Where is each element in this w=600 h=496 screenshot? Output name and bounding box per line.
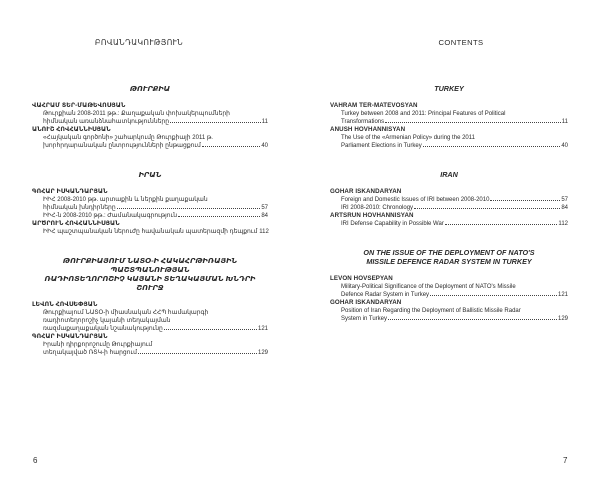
- toc-section: [330, 248, 568, 323]
- toc-row: [32, 118, 268, 126]
- dot-leader: [423, 145, 561, 147]
- author-name: VAHRAM TER-MATEVOSYAN: [330, 102, 418, 109]
- toc-section: [32, 84, 268, 150]
- page-ref: 121: [257, 326, 268, 332]
- toc-entry: [330, 299, 568, 323]
- article-title-line: Military-Political Significance of the Deployment of NATO's Missile: [341, 284, 516, 290]
- right-page: [300, 0, 600, 496]
- toc-entry: [330, 212, 568, 228]
- toc-row-text: IRI Defense Capability in Possible War: [341, 221, 444, 227]
- dot-leader: [430, 294, 557, 296]
- dot-leader: [164, 328, 257, 330]
- section-title-line: ԹՈՒՐՔԻԱՅՈՒՄ ՆԱՏՕ-Ի ՀԱԿԱՀՐԹԻՌԱՅԻՆ ՊԱՇՏՊԱՆՈՒԹՅԱՆ: [62, 256, 238, 274]
- toc-entry: [32, 188, 268, 220]
- right-toc: [330, 84, 568, 343]
- toc-section: [330, 170, 568, 228]
- page-ref: 129: [557, 316, 568, 322]
- toc-row: [330, 220, 568, 228]
- toc-row: [32, 204, 268, 212]
- toc-entry: [330, 188, 568, 212]
- section-title: [330, 248, 568, 266]
- left-page-header: ԲՈՎԱՆԴԱԿՈՒԹՅՈՒՆ: [94, 38, 184, 47]
- toc-row-text: Foreign and Domestic Issues of IRI between 2008-2010: [341, 197, 490, 203]
- article-title-line: The Use of the «Armenian Policy» during the 2011: [341, 135, 475, 141]
- article-title-line: «Հայկական գործոնի» շահարկումը Թուրքիայի 2011 թ.: [43, 135, 213, 141]
- page-ref: 11: [261, 119, 268, 125]
- page-ref: 84: [561, 205, 568, 211]
- author-name: ANUSH HOVHANNISYAN: [330, 126, 406, 133]
- dot-leader: [138, 352, 257, 354]
- toc-section: [32, 256, 268, 357]
- article-title-line: Իրանի դիրքորոշումը Թուրքիայում: [43, 342, 153, 348]
- dot-leader: [445, 223, 558, 225]
- page-ref: 112: [259, 229, 269, 235]
- toc-entry: [330, 126, 568, 150]
- toc-row-text: հիմնական խնդիրները: [43, 205, 116, 211]
- toc-row-text: System in Turkey: [341, 316, 388, 322]
- section-title: [32, 256, 268, 292]
- author-name: LEVON HOVSEPYAN: [330, 275, 393, 282]
- author-name: ԱՐԾՐՈՒՆ ՀՈՎՀԱՆՆԻՍՅԱՆ: [32, 220, 120, 227]
- page-ref: 11: [561, 119, 568, 125]
- page-ref: 112: [558, 221, 568, 227]
- toc-row: [330, 204, 568, 212]
- toc-entry: [32, 126, 268, 150]
- section-title: IRAN: [440, 170, 458, 179]
- toc-entry: [32, 333, 268, 357]
- dot-leader: [490, 199, 560, 201]
- toc-entry: [32, 102, 268, 126]
- toc-entry: [330, 275, 568, 299]
- dot-leader: [202, 145, 260, 147]
- left-page-number: 6: [33, 456, 38, 465]
- page-ref: 84: [261, 213, 268, 219]
- author-name: GOHAR ISKANDARYAN: [330, 299, 402, 306]
- dot-leader: [385, 121, 561, 123]
- section-title-line: ՌԱԴԻՈՏԵՂՈՐՈՇԻՉ ԿԱՅԱՆԻ ՏԵՂԱԿԱՅՄԱՆ ԽՆԴՐԻ ՇՈՒՐՋ: [44, 274, 256, 292]
- article-title-line: Թուրքիան 2008-2011 թթ.: Քաղաքական փոխակերպումների: [43, 111, 230, 117]
- dot-leader: [117, 207, 261, 209]
- author-name: ԼԵՎՈՆ ՀՈՎՍԵՓՅԱՆ: [32, 301, 98, 308]
- toc-row: [330, 196, 568, 204]
- toc-row: [32, 349, 268, 357]
- toc-row: [330, 118, 568, 126]
- page-ref: 40: [561, 143, 568, 149]
- toc-row-text: խորհրդարանական ընտրությունների ընթացքում: [43, 143, 201, 149]
- toc-row-text: ռազմաքաղաքական նշանակությունը: [43, 326, 163, 332]
- toc-row: [330, 291, 568, 299]
- toc-row: [32, 228, 268, 236]
- author-name: ԳՈՀԱՐ ԻՍԿԱՆԴԱՐՅԱՆ: [32, 333, 108, 340]
- author-name: ՎԱՀՐԱՄ ՏԵՐ-ՄԱԹԵՎՈՍՅԱՆ: [32, 102, 126, 109]
- author-name: ԳՈՀԱՐ ԻՍԿԱՆԴԱՐՅԱՆ: [32, 188, 108, 195]
- toc-row: [32, 212, 268, 220]
- author-name: ԱՆՈՒՇ ՀՈՎՀԱՆՆԻՍՅԱՆ: [32, 126, 111, 133]
- section-title-line: MISSILE DEFENCE RADAR SYSTEM IN TURKEY: [366, 257, 532, 266]
- toc-entry: [32, 220, 268, 236]
- toc-row-text: Defence Radar System in Turkey: [341, 292, 430, 298]
- page-ref: 40: [261, 143, 268, 149]
- toc-row: [32, 325, 268, 333]
- toc-section: [330, 84, 568, 150]
- toc-row: [330, 142, 568, 150]
- section-title: ԹՈՒՐՔԻԱ: [129, 84, 171, 93]
- page-ref: 57: [561, 197, 568, 203]
- article-title-line: ռադիոտեղորոշիչ կայանի տեղակայման: [43, 318, 171, 324]
- toc-entry: [330, 102, 568, 126]
- toc-row-text: ԻԻՀ-ն 2008-2010 թթ.: Ժամանակագրություն: [43, 213, 178, 219]
- toc-section: [32, 170, 268, 236]
- toc-row: [32, 142, 268, 150]
- article-title-line: Թուրքիայում ՆԱՏՕ-ի միասնական ՀՀՊ համակարգի: [43, 310, 209, 316]
- dot-leader: [178, 215, 260, 217]
- toc-row-text: հիմնական առանձնահատկությունները: [43, 119, 170, 125]
- toc-entry: [32, 301, 268, 333]
- toc-row-text: ԻԻՀ պաշտպանական ներուժը հավանական պատերազմի դեպքում: [43, 229, 258, 235]
- page-ref: 57: [261, 205, 268, 211]
- toc-row-text: Parliament Elections in Turkey: [341, 143, 422, 149]
- author-name: ARTSRUN HOVHANNISYAN: [330, 212, 414, 219]
- toc-row-text: IRI 2008-2010: Chronology: [341, 205, 414, 211]
- dot-leader: [388, 318, 557, 320]
- section-title: TURKEY: [434, 84, 464, 93]
- article-title-line: Turkey between 2008 and 2011: Principal Features of Political: [341, 111, 506, 117]
- article-title-line: ԻԻՀ 2008-2010 թթ. արտաքին և ներքին քաղաքական: [43, 197, 208, 203]
- page-ref: 121: [557, 292, 568, 298]
- section-title-line: ON THE ISSUE OF THE DEPLOYMENT OF NATO'S: [363, 248, 535, 257]
- dot-leader: [170, 121, 261, 123]
- section-title: ԻՐԱՆ: [138, 170, 162, 179]
- toc-row-text: Transformations: [341, 119, 385, 125]
- toc-row: [330, 315, 568, 323]
- left-toc: [32, 84, 268, 377]
- dot-leader: [414, 207, 560, 209]
- toc-row-text: տեղակայված ՌՏԿ-ի հարցում: [43, 350, 137, 356]
- page-ref: 129: [257, 350, 268, 356]
- right-page-header: CONTENTS: [438, 38, 484, 47]
- author-name: GOHAR ISKANDARYAN: [330, 188, 402, 195]
- right-page-number: 7: [563, 456, 568, 465]
- article-title-line: Position of Iran Regarding the Deployment of Ballistic Missile Radar: [341, 308, 521, 314]
